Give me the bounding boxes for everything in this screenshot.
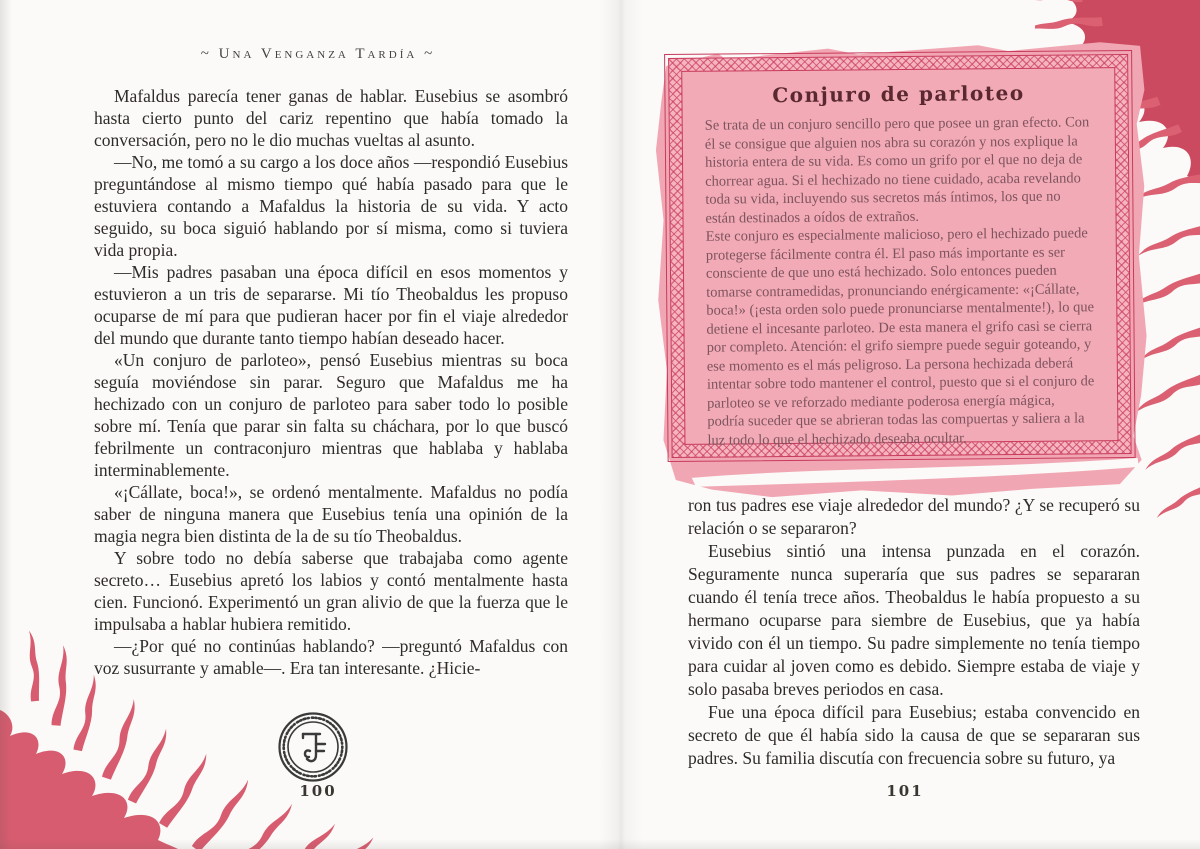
running-head: ~ Una Venganza Tardía ~	[200, 46, 436, 62]
spellbox-content	[681, 67, 1118, 449]
body-paragraph: —Mis padres pasaban una época difícil en esos momentos y estuvieron a un tris de separarse. Mi tío Theobaldus les propuso ocuparse de mí para que pudieran hacer por fin el viaje alrededor del mundo que durante tanto tiempo habían deseado hacer.	[94, 262, 568, 348]
body-paragraph: «¡Cállate, boca!», se ordenó mentalmente. Mafaldus no podía saber de ninguna manera que Eusebius tenía una opinión de la magia negra bien distinta de la de su tío Theobaldus.	[94, 482, 568, 546]
body-paragraph: Mafaldus parecía tener ganas de hablar. Eusebius se asombró hasta cierto punto del cariz repentino que había tomado la conversación, pero no le dio muchas vueltas al asunto.	[94, 86, 568, 150]
seal-stamp-icon	[273, 707, 353, 787]
spellbox-paragraph: Este conjuro es especialmente malicioso, pero el hechizado puede protegerse fácilmente contra él. El paso más importante es ser consciente de que uno está hechizado. Solo entonces pueden tomarse contramedidas, pronunciando enérgicamente: «¡Cállate, boca!» (¡esta orden solo puede pronunciarse mentalmente!), lo que detiene el incesante parloteo. De esta manera el grifo casi se cierra por completo. Atención: el grifo siempre puede seguir goteando, y ese momento es el más peligroso. La persona hechizada deberá intentar sobre todo mantener el control, puesto que si el conjuro de parloteo se ve reforzado mediante poderosa energía mágica, podría suceder que se abrieran todas las compuertas y saliera a la luz todo lo que el hechizado deseaba ocultar.	[705, 225, 1095, 449]
spellbox-frame	[664, 50, 1136, 462]
body-paragraph: Eusebius sintió una intensa punzada en el corazón. Seguramente nunca superaría que sus padres se separaran cuando él tenía trece años. Theobaldus le había propuesto a su hermano ocuparse para siembre de Eusebius, que ya había vivido con él un tiempo. Su padre simplemente no tenía tiempo para cuidar al joven como es debido. Siempre estaba de viaje y solo pasaba breves periodos en casa.	[688, 541, 1140, 699]
scan-edge-left	[0, 0, 12, 849]
body-paragraph: —No, me tomó a su cargo a los doce años —respondió Eusebius preguntándose al mismo tiempo qué había pasado para que le estuviera contando a Mafaldus la historia de su vida. Y acto seguido, su boca siguió hablando por sí misma, como si tuviera vida propia.	[94, 152, 568, 260]
spellbox-lattice-border	[668, 54, 1131, 458]
body-paragraph: «Un conjuro de parloteo», pensó Eusebius mientras su boca seguía moviéndose sin parar. Seguro que Mafaldus me ha hechizado con un conjuro de parloteo para saber todo lo posible sobre mí. Tenía que parar sin falta su cháchara, por lo que buscó febrilmente un contraconjuro mientras que hablaba y hablaba interminablemente.	[94, 350, 568, 480]
page-number-left: 100	[299, 782, 337, 800]
body-paragraph: ron tus padres ese viaje alrededor del mundo? ¿Y se recuperó su relación o se separaron?	[688, 495, 1140, 538]
spellbox-paragraph: Se trata de un conjuro sencillo pero que posee un gran efecto. Con él se consigue que alguien nos abra su corazón y nos explique la historia entera de su vida. Es como un grifo por el que no deja de chorrear agua. Si el hechizado no tiene cuidado, acaba revelando toda su vida, incluyendo sus secretos más íntimos, los que no están destinados a oídos de extraños.	[704, 114, 1090, 227]
page-gutter-shadow	[600, 0, 642, 849]
body-paragraph: Y sobre todo no debía saberse que trabajaba como agente secreto… Eusebius apretó los labios y contó mentalmente hasta cien. Funcionó. Experimentó un gran alivio de que la fuerza que le impulsaba a hablar hubiera remitido.	[94, 548, 568, 634]
page-number-right: 101	[886, 782, 924, 800]
body-paragraph: —¿Por qué no continúas hablando? —preguntó Mafaldus con voz susurrante y amable—. Era tan interesante. ¿Hicie-	[94, 636, 568, 678]
spellbox-title: Conjuro de parloteo	[772, 80, 1025, 108]
spellbox-body	[705, 113, 1096, 449]
right-page-text	[688, 494, 1140, 770]
left-page-text	[94, 85, 568, 679]
body-paragraph: Fue una época difícil para Eusebius; estaba convencido en secreto de que él había sido la causa de que se separaran sus padres. Su familia discutía con frecuencia sobre su futuro, ya	[688, 702, 1140, 768]
spellbox	[648, 36, 1152, 508]
scan-edge-bottom	[0, 839, 1200, 849]
